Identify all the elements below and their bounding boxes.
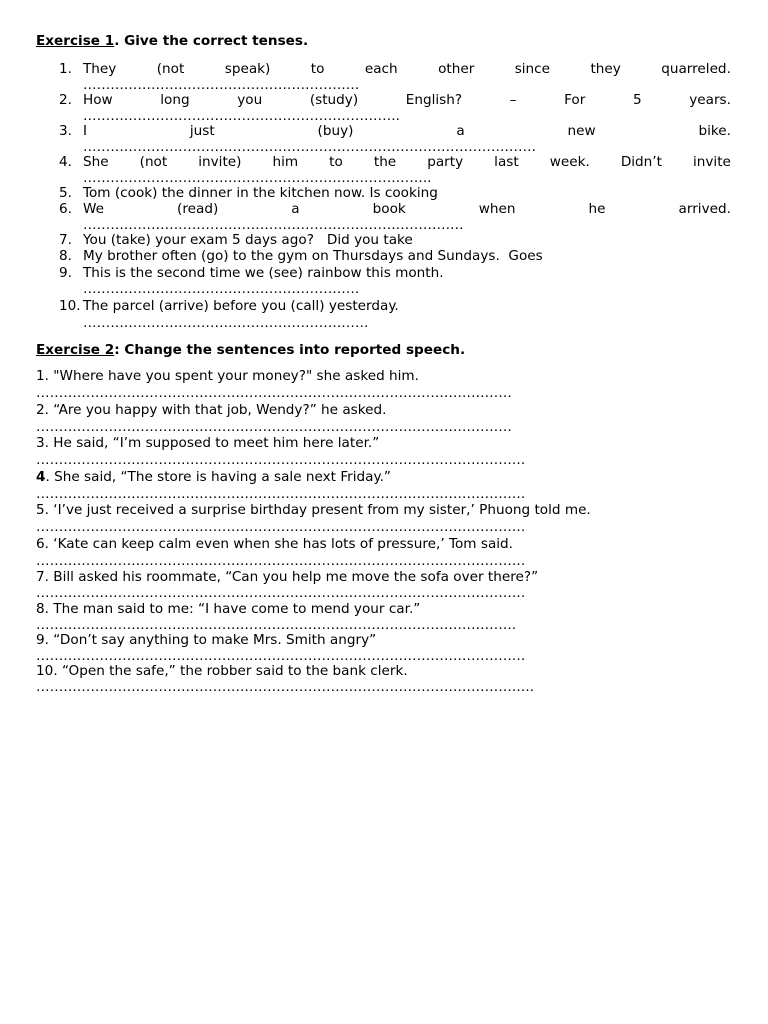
ex1-item-6-answer-line: ………………………………………………………………………… xyxy=(83,217,464,233)
ex2-item-1: 1. "Where have you spent your money?" she asked him. xyxy=(36,368,419,384)
ex1-item-number: 1. xyxy=(59,61,72,77)
ex1-item-3-text: I just (buy) a new bike. xyxy=(83,123,731,139)
ex2-item-1-answer-line: …………………………………………………………………………………………… xyxy=(36,385,512,401)
ex1-item-number: 5. xyxy=(59,185,72,201)
ex2-item-9-answer-line: ……………………………………………………………………………………………… xyxy=(36,648,526,664)
ex1-item-10-answer-line: ……………………………………………………… xyxy=(83,315,369,331)
ex2-item-10-answer-line: ……………………………………………………………………………………………….. xyxy=(36,679,535,695)
ex2-item-9: 9. “Don’t say anything to make Mrs. Smith angry” xyxy=(36,632,377,648)
ex2-item-8-answer-line: ……………………………………………………………………………………………. xyxy=(36,617,517,633)
ex1-item-number: 4. xyxy=(59,154,72,170)
ex1-item-8-text: My brother often (go) to the gym on Thursdays and Sundays. Goes xyxy=(83,248,543,264)
ex1-item-6-text: We (read) a book when he arrived. xyxy=(83,201,731,217)
ex1-item-number: 10. xyxy=(59,298,81,314)
ex2-item-3-answer-line: ……………………………………………………………………………………………… xyxy=(36,452,526,468)
ex1-item-9-text: This is the second time we (see) rainbow this month. xyxy=(83,265,444,281)
ex2-item-7: 7. Bill asked his roommate, “Can you help me move the sofa over there?” xyxy=(36,569,539,585)
ex2-item-5-answer-line: ……………………………………………………………………………………………… xyxy=(36,519,526,535)
ex2-item-4-answer-line: ……………………………………………………………………………………………… xyxy=(36,486,526,502)
ex1-item-number: 8. xyxy=(59,248,72,264)
ex2-item-2: 2. “Are you happy with that job, Wendy?” he asked. xyxy=(36,402,387,418)
exercise-1-label: Exercise 1 xyxy=(36,33,115,49)
ex2-item-5: 5. ‘I’ve just received a surprise birthday present from my sister,’ Phuong told me. xyxy=(36,502,591,518)
ex1-item-number: 3. xyxy=(59,123,72,139)
ex1-item-4-text: She (not invite) him to the party last week. Didn’t invite xyxy=(83,154,731,170)
ex2-item-10: 10. “Open the safe,” the robber said to the bank clerk. xyxy=(36,663,408,679)
exercise-2-heading xyxy=(36,342,465,358)
ex1-item-2-text: How long you (study) English? – For 5 years. xyxy=(83,92,731,108)
ex1-item-number: 7. xyxy=(59,232,72,248)
ex2-item-8: 8. The man said to me: “I have come to mend your car.” xyxy=(36,601,421,617)
ex1-item-number: 6. xyxy=(59,201,72,217)
ex2-item-6-answer-line: ……………………………………………………………………………………………… xyxy=(36,553,526,569)
ex1-item-3-answer-line: ………………………………………………………………………………………. xyxy=(83,139,536,155)
ex1-item-1-text: They (not speak) to each other since they quarreled. xyxy=(83,61,731,77)
ex1-item-number: 9. xyxy=(59,265,72,281)
ex1-item-10-text: The parcel (arrive) before you (call) yesterday. xyxy=(83,298,399,314)
ex1-item-number: 2. xyxy=(59,92,72,108)
exercise-2-title: : Change the sentences into reported speech. xyxy=(114,342,466,358)
exercise-1-title: . Give the correct tenses. xyxy=(114,33,309,49)
ex2-item-2-answer-line: …………………………………………………………………………………………… xyxy=(36,419,512,435)
ex2-item-4: 4. She said, “The store is having a sale next Friday.” xyxy=(36,469,391,485)
ex2-item-6: 6. ‘Kate can keep calm even when she has lots of pressure,’ Tom said. xyxy=(36,536,514,552)
ex1-item-2-answer-line: ……………………………………………………………. xyxy=(83,108,400,124)
ex1-item-9-answer-line: ……………………………………………………. xyxy=(83,281,360,297)
ex1-item-5-text: Tom (cook) the dinner in the kitchen now. Is cooking xyxy=(83,185,438,201)
ex2-item-3: 3. He said, “I’m supposed to meet him here later.” xyxy=(36,435,380,451)
exercise-2-label: Exercise 2 xyxy=(36,342,115,358)
ex1-item-7-text: You (take) your exam 5 days ago? Did you take xyxy=(83,232,413,248)
ex1-item-1-answer-line: ……………………………………………………. xyxy=(83,77,360,93)
ex1-item-4-answer-line: ………………………………………………………………….. xyxy=(83,170,432,186)
ex2-item-7-answer-line: ……………………………………………………………………………………………… xyxy=(36,585,526,601)
exercise-1-heading xyxy=(36,33,308,49)
